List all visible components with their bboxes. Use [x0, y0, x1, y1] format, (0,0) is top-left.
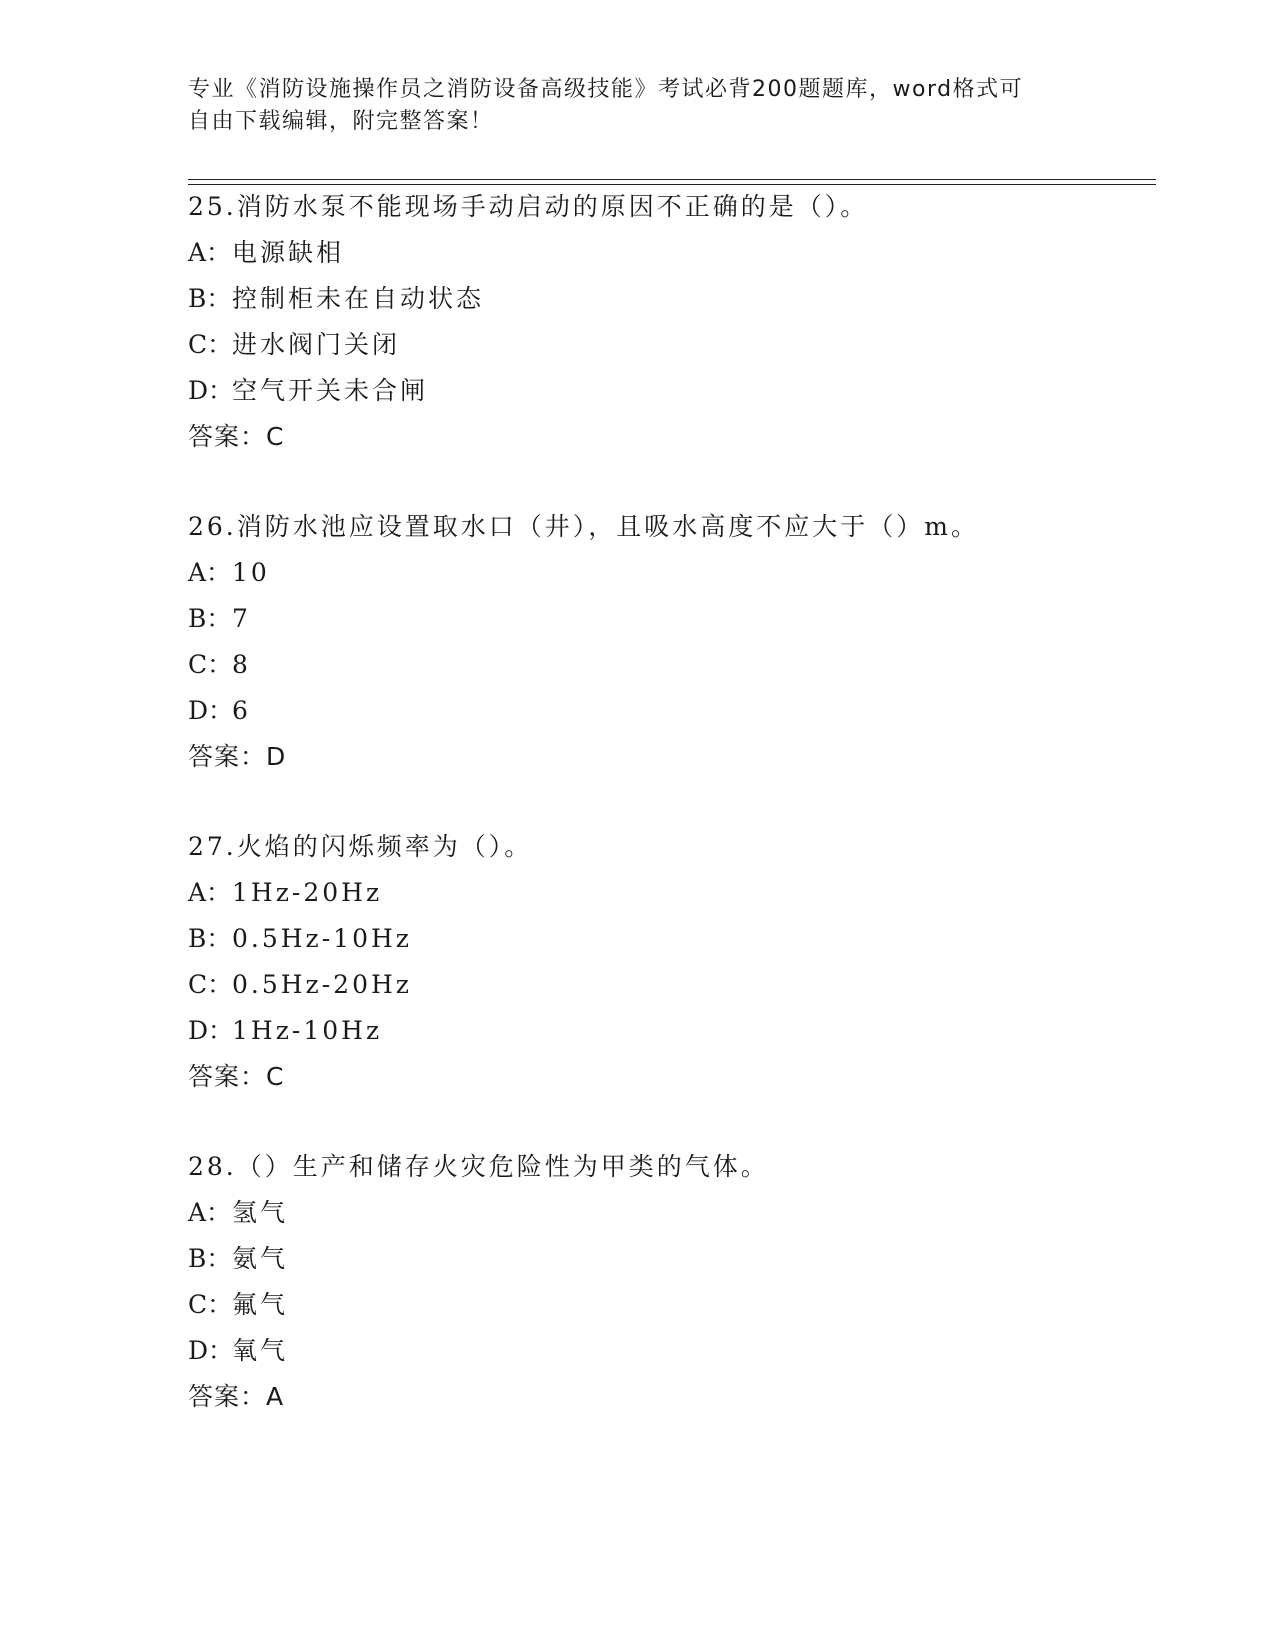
question-text: 25.消防水泵不能现场手动启动的原因不正确的是（）。	[188, 192, 869, 221]
option-a	[188, 230, 1148, 276]
option-text: 空气开关未合闸	[232, 376, 429, 405]
option-label: B：	[188, 1244, 232, 1273]
option-text: 氟气	[232, 1290, 289, 1319]
question-27	[188, 824, 1148, 1100]
option-label: C：	[188, 650, 233, 679]
option-text: 1Hz-20Hz	[232, 878, 383, 907]
option-b	[188, 276, 1148, 322]
option-b	[188, 1236, 1148, 1282]
answer-line: 答案：D	[188, 742, 287, 771]
answer-line: 答案：C	[188, 1062, 285, 1091]
option-label: D：	[188, 376, 234, 405]
option-label: C：	[188, 970, 233, 999]
option-a	[188, 1190, 1148, 1236]
option-d	[188, 1008, 1148, 1054]
header-line-2: 自由下载编辑，附完整答案！	[188, 109, 494, 134]
question-28	[188, 1144, 1148, 1420]
option-label: D：	[188, 1016, 234, 1045]
option-text: 6	[232, 696, 251, 725]
option-b	[188, 596, 1148, 642]
option-text: 氨气	[232, 1244, 289, 1273]
option-text: 0.5Hz-20Hz	[232, 970, 412, 999]
option-text: 0.5Hz-10Hz	[232, 924, 412, 953]
option-label: C：	[188, 1290, 233, 1319]
option-c	[188, 642, 1148, 688]
header-line-1: 专业《消防设施操作员之消防设备高级技能》考试必背200题题库，word格式可	[188, 77, 1024, 102]
question-text: 26.消防水池应设置取水口（井），且吸水高度不应大于（）m。	[188, 512, 979, 541]
option-d	[188, 1328, 1148, 1374]
question-26	[188, 504, 1148, 780]
option-label: D：	[188, 1336, 234, 1365]
option-c	[188, 962, 1148, 1008]
header-divider-top	[188, 179, 1156, 180]
option-text: 7	[232, 604, 251, 633]
option-label: B：	[188, 284, 232, 313]
option-text: 控制柜未在自动状态	[232, 284, 485, 313]
option-c	[188, 322, 1148, 368]
option-text: 进水阀门关闭	[232, 330, 401, 359]
option-c	[188, 1282, 1148, 1328]
option-text: 电源缺相	[232, 238, 345, 267]
question-text: 28.（）生产和储存火灾危险性为甲类的气体。	[188, 1152, 769, 1181]
option-label: C：	[188, 330, 233, 359]
option-d	[188, 688, 1148, 734]
answer-line: 答案：C	[188, 422, 285, 451]
option-label: A：	[188, 878, 232, 907]
option-label: A：	[188, 1198, 232, 1227]
option-d	[188, 368, 1148, 414]
question-text: 27.火焰的闪烁频率为（）。	[188, 832, 533, 861]
question-25	[188, 184, 1148, 460]
option-text: 10	[232, 558, 270, 587]
option-a	[188, 550, 1148, 596]
option-label: A：	[188, 238, 232, 267]
option-a	[188, 870, 1148, 916]
option-label: A：	[188, 558, 232, 587]
option-b	[188, 916, 1148, 962]
option-text: 氢气	[232, 1198, 289, 1227]
option-label: B：	[188, 924, 232, 953]
document-header	[188, 74, 1068, 138]
option-label: D：	[188, 696, 234, 725]
option-label: B：	[188, 604, 232, 633]
answer-line: 答案：A	[188, 1382, 285, 1411]
option-text: 8	[232, 650, 251, 679]
option-text: 氧气	[232, 1336, 289, 1365]
option-text: 1Hz-10Hz	[232, 1016, 383, 1045]
